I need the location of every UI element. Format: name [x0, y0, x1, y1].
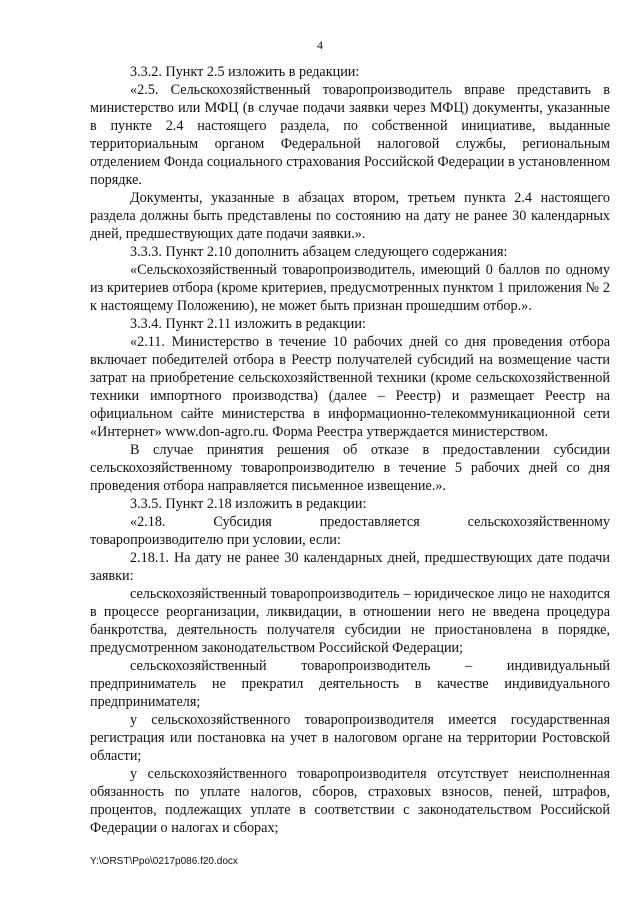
file-path-footer: Y:\ORST\Ppo\0217p086.f20.docx	[90, 856, 238, 867]
page-number: 4	[317, 38, 323, 52]
paragraph: у сельскохозяйственного товаропроизводителя имеется государственная регистрация или постановка на учет в налоговом органе на территории Ростовской области;	[90, 712, 610, 764]
paragraph: «2.18. Субсидия предоставляется сельскохозяйственному товаропроизводителю при условии, если:	[90, 514, 610, 548]
paragraph: 3.3.5. Пункт 2.18 изложить в редакции:	[130, 496, 367, 512]
paragraph: сельскохозяйственный товаропроизводитель – индивидуальный предприниматель не прекратил деятельность в качестве индивидуального предпринимателя;	[90, 658, 610, 710]
paragraph: 3.3.2. Пункт 2.5 изложить в редакции:	[130, 64, 360, 80]
paragraph: Документы, указанные в абзацах втором, третьем пункта 2.4 настоящего раздела должны быть представлены по состоянию на дату не ранее 30 календарных дней, предшествующих дате подачи заявки.».	[90, 190, 610, 242]
paragraph: «2.5. Сельскохозяйственный товаропроизводитель вправе представить в министерство или МФЦ (в случае подачи заявки через МФЦ) документы, указанные в пункте 2.4 настоящего раздела, по собственной инициативе, выданные территориальным органом Федеральной налоговой службы, региональным отделением Фонда социального страхования Российской Федерации в установленном порядке.	[90, 82, 610, 188]
paragraph: 2.18.1. На дату не ранее 30 календарных дней, предшествующих дате подачи заявки:	[90, 550, 610, 584]
paragraph: В случае принятия решения об отказе в предоставлении субсидии сельскохозяйственному товаропроизводителю в течение 5 рабочих дней со дня проведения отбора направляется письменное извещение.».	[90, 442, 610, 494]
paragraph: сельскохозяйственный товаропроизводитель – юридическое лицо не находится в процессе реорганизации, ликвидации, в отношении него не введена процедура банкротства, деятельность получателя субсидии не приостановлена в порядке, предусмотренном законодательством Российской Федерации;	[90, 586, 610, 656]
paragraph: «2.11. Министерство в течение 10 рабочих дней со дня проведения отбора включает победителей отбора в Реестр получателей субсидий на возмещение части затрат на приобретение сельскохозяйственной техники (кроме сельскохозяйственной техники импортного производства) (далее – Реестр) и размещает Реестр на официальном сайте министерства в информационно-телекоммуникационной сети «Интернет» www.don-agro.ru. Форма Реестра утверждается министерством.	[90, 334, 610, 440]
paragraph: у сельскохозяйственного товаропроизводителя отсутствует неисполненная обязанность по уплате налогов, сборов, страховых взносов, пеней, штрафов, процентов, подлежащих уплате в соответствии с законодательством Российской Федерации о налогах и сборах;	[90, 766, 610, 836]
paragraph: 3.3.3. Пункт 2.10 дополнить абзацем следующего содержания:	[130, 244, 508, 260]
paragraph: «Сельскохозяйственный товаропроизводитель, имеющий 0 баллов по одному из критериев отбора (кроме критериев, предусмотренных пунктом 1 приложения № 2 к настоящему Положению), не может быть признан прошедшим отбор.».	[90, 262, 610, 314]
document-body	[90, 63, 610, 837]
paragraph: 3.3.4. Пункт 2.11 изложить в редакции:	[130, 316, 366, 332]
